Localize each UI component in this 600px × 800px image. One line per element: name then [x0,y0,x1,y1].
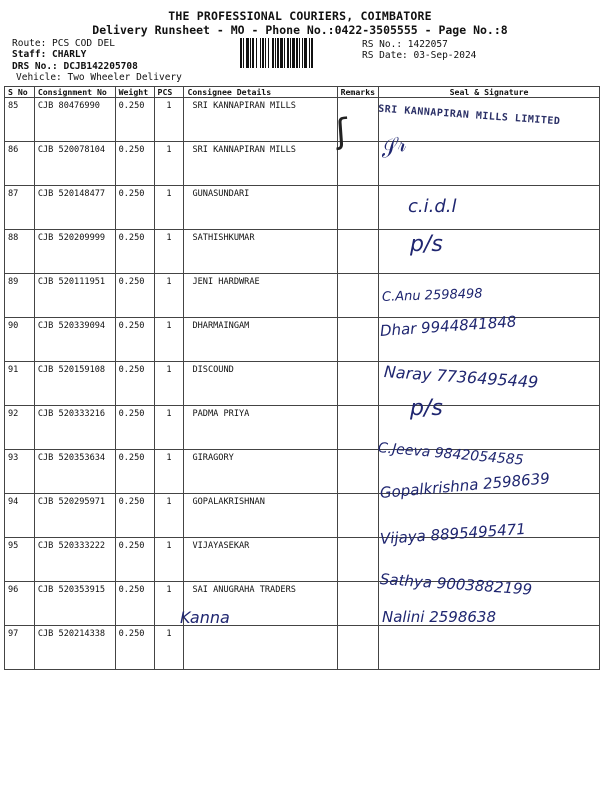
cell-consignee: PADMA PRIYA [184,406,337,450]
table-row [5,230,600,274]
cell-consignee: VIJAYASEKAR [184,538,337,582]
cell-pcs: 1 [154,98,184,142]
signature-96: Sathya 9003882199 [379,570,533,599]
cell-consignment-no: CJB 520148477 [34,186,115,230]
cell-weight: 0.250 [115,274,154,318]
cell-sno: 96 [5,582,35,626]
cell-sno: 90 [5,318,35,362]
cell-sno: 97 [5,626,35,670]
cell-sno: 86 [5,142,35,186]
cell-consignee: SRI KANNAPIRAN MILLS [184,98,337,142]
cell-pcs: 1 [154,142,184,186]
cell-remarks [337,362,379,406]
cell-sno: 88 [5,230,35,274]
cell-consignment-no: CJB 80476990 [34,98,115,142]
col-weight: Weight [115,87,154,98]
signature-89: C.Anu 2598498 [381,286,483,305]
cell-pcs: 1 [154,538,184,582]
cell-weight: 0.250 [115,362,154,406]
cell-consignee: DHARMAINGAM [184,318,337,362]
signature-97-consignee: Kanna [180,608,230,627]
col-sno: S No [5,87,35,98]
cell-weight: 0.250 [115,98,154,142]
cell-weight: 0.250 [115,406,154,450]
table-row [5,626,600,670]
cell-sno: 85 [5,98,35,142]
cell-consignment-no: CJB 520214338 [34,626,115,670]
cell-weight: 0.250 [115,450,154,494]
rs-date: RS Date: 03-Sep-2024 [362,50,477,61]
cell-consignment-no: CJB 520333216 [34,406,115,450]
vehicle-label: Vehicle: Two Wheeler Delivery [16,72,182,83]
cell-consignee: GUNASUNDARI [184,186,337,230]
cell-remarks [337,494,379,538]
signature-86: 𝒮𝓇 [375,131,409,165]
table-row [5,538,600,582]
table-row [5,406,600,450]
table-row [5,274,600,318]
staff-label: Staff: CHARLY [12,49,87,60]
col-remarks: Remarks [337,87,379,98]
cell-remarks [337,582,379,626]
cell-remarks [337,626,379,670]
cell-pcs: 1 [154,406,184,450]
signature-90: Dhar 9944841848 [379,312,517,340]
cell-sno: 95 [5,538,35,582]
cell-remarks [337,186,379,230]
runsheet-subtitle: Delivery Runsheet - MO - Phone No.:0422-3505555 - Page No.:8 [92,23,508,37]
cell-sno: 94 [5,494,35,538]
cell-consignee: JENI HARDWRAE [184,274,337,318]
cell-pcs: 1 [154,494,184,538]
cell-consignment-no: CJB 520333222 [34,538,115,582]
cell-weight: 0.250 [115,318,154,362]
signature-94: Gopalkrishna 2598639 [379,469,551,502]
cell-consignment-no: CJB 520339094 [34,318,115,362]
signature-88: p/s [410,232,443,257]
route-label: Route: PCS COD DEL [12,38,115,49]
signature-87: c.i.d.l [408,196,457,217]
cell-pcs: 1 [154,230,184,274]
cell-sno: 87 [5,186,35,230]
cell-weight: 0.250 [115,230,154,274]
cell-pcs: 1 [154,582,184,626]
cell-pcs: 1 [154,318,184,362]
cell-sno: 91 [5,362,35,406]
signature-93: C.Jeeva 9842054585 [377,440,525,469]
cell-consignee: SATHISHKUMAR [184,230,337,274]
col-consignee: Consignee Details [184,87,337,98]
signature-95: Vijaya 8895495471 [379,519,527,548]
cell-signature [379,626,600,670]
cell-weight: 0.250 [115,142,154,186]
cell-remarks [337,274,379,318]
cell-consignment-no: CJB 520209999 [34,230,115,274]
col-pcs: PCS [154,87,184,98]
cell-sno: 92 [5,406,35,450]
cell-weight: 0.250 [115,186,154,230]
cell-consignment-no: CJB 520353915 [34,582,115,626]
cell-weight: 0.250 [115,582,154,626]
cell-consignment-no: CJB 520078104 [34,142,115,186]
cell-weight: 0.250 [115,494,154,538]
company-title: THE PROFESSIONAL COURIERS, COIMBATORE [168,9,432,23]
cell-consignee: DISCOUND [184,362,337,406]
cell-weight: 0.250 [115,538,154,582]
cell-consignment-no: CJB 520111951 [34,274,115,318]
signature-97: Nalini 2598638 [382,608,496,626]
cell-consignee: GOPALAKRISHNAN [184,494,337,538]
cell-remarks [337,318,379,362]
cell-consignment-no: CJB 520159108 [34,362,115,406]
cell-remarks [337,406,379,450]
table-header-row [5,87,600,98]
cell-remarks [337,538,379,582]
cell-consignee: SAI ANUGRAHA TRADERS [184,582,337,626]
cell-sno: 93 [5,450,35,494]
table-row [5,186,600,230]
cell-consignment-no: CJB 520295971 [34,494,115,538]
cell-weight: 0.250 [115,626,154,670]
cell-consignee [184,626,337,670]
drs-number: DRS No.: DCJB142205708 [12,61,138,72]
signature-92: p/s [410,396,443,421]
cell-consignee: SRI KANNAPIRAN MILLS [184,142,337,186]
cell-remarks [337,230,379,274]
cell-consignee: GIRAGORY [184,450,337,494]
table-row [5,142,600,186]
cell-pcs: 1 [154,626,184,670]
cell-pcs: 1 [154,186,184,230]
cell-pcs: 1 [154,362,184,406]
cell-consignment-no: CJB 520353634 [34,450,115,494]
cell-remarks [337,450,379,494]
cell-signature [379,142,600,186]
company-stamp: SRI KANNAPIRAN MILLS LIMITED [377,103,561,128]
remarks-scribble: ʃ [334,111,349,152]
col-consignment: Consignment No [34,87,115,98]
rs-number: RS No.: 1422057 [362,39,448,50]
cell-pcs: 1 [154,450,184,494]
cell-sno: 89 [5,274,35,318]
signature-91: Naray 7736495449 [383,362,539,392]
col-signature: Seal & Signature [379,87,600,98]
barcode [240,38,354,68]
cell-pcs: 1 [154,274,184,318]
